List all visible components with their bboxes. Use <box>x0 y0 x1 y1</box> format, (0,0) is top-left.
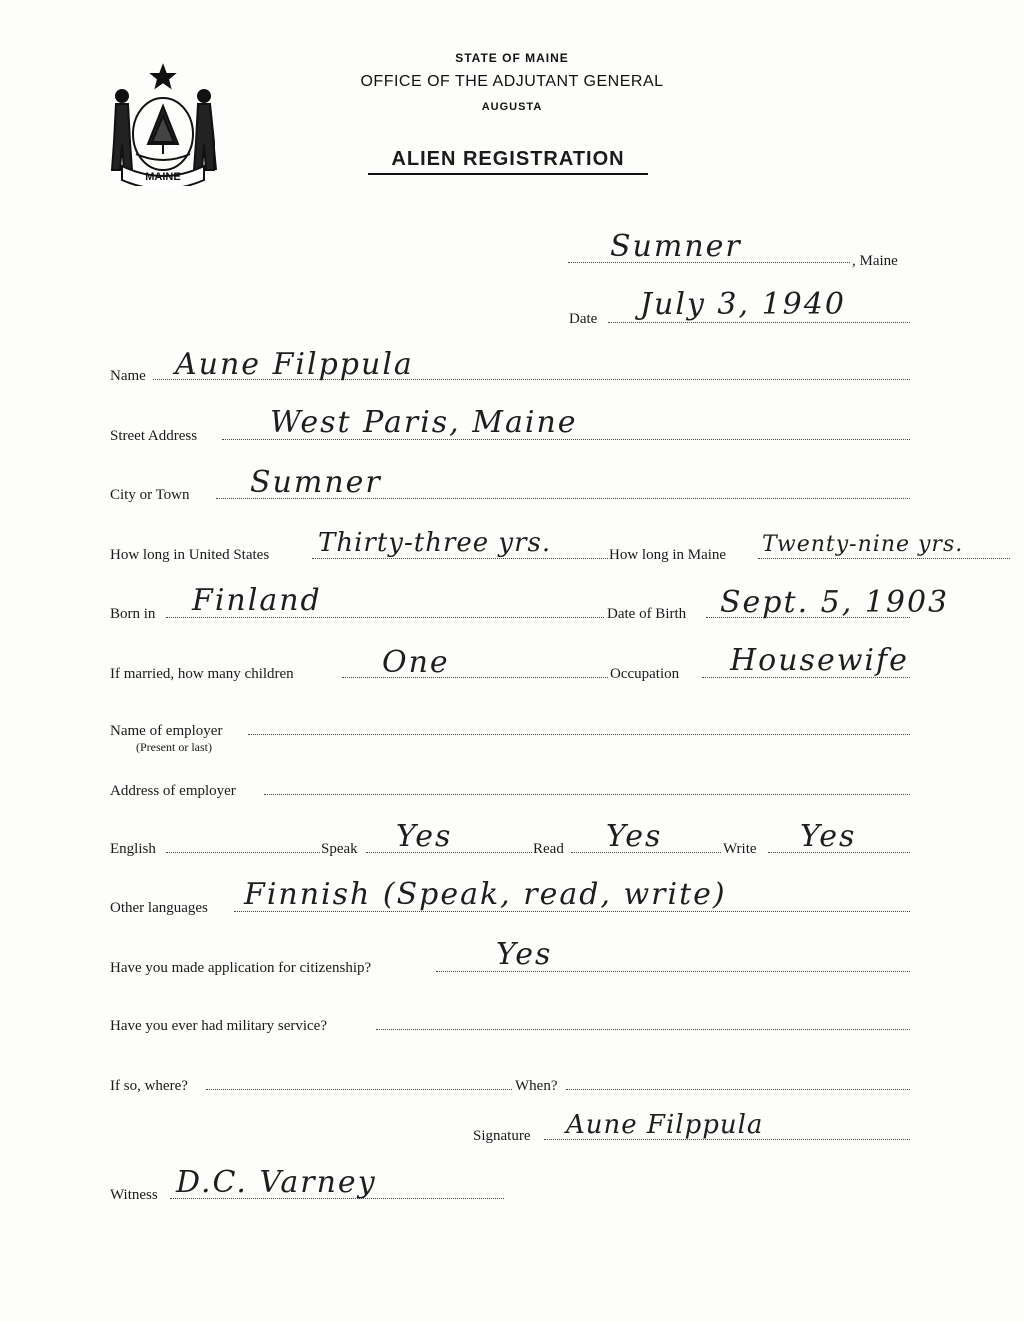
english-label: English <box>110 841 156 857</box>
citizenship-value[interactable]: Yes <box>496 937 553 972</box>
other-languages-label: Other languages <box>110 900 208 916</box>
speak-label: Speak <box>321 841 358 857</box>
where-label: If so, where? <box>110 1078 188 1094</box>
born-in-label: Born in <box>110 606 156 622</box>
employer-dots <box>248 734 910 735</box>
date-value[interactable]: July 3, 1940 <box>640 287 846 322</box>
header-state: STATE OF MAINE <box>455 51 569 65</box>
children-label: If married, how many children <box>110 666 294 682</box>
employer-sublabel: (Present or last) <box>136 740 212 754</box>
occupation-value[interactable]: Housewife <box>730 643 909 678</box>
name-label: Name <box>110 368 146 384</box>
employer-address-label: Address of employer <box>110 783 236 799</box>
witness-label: Witness <box>110 1187 158 1203</box>
employer-label: Name of employer <box>110 723 223 739</box>
street-value[interactable]: West Paris, Maine <box>270 405 578 440</box>
read-value[interactable]: Yes <box>606 819 663 854</box>
how-long-maine-label: How long in Maine <box>609 547 727 563</box>
header-office: OFFICE OF THE ADJUTANT GENERAL <box>360 73 664 90</box>
born-in-value[interactable]: Finland <box>192 583 322 618</box>
when-label: When? <box>515 1078 558 1094</box>
write-value[interactable]: Yes <box>800 819 857 854</box>
date-of-birth-label: Date of Birth <box>607 606 687 622</box>
name-value[interactable]: Aune Filppula <box>175 347 414 382</box>
how-long-maine-dots <box>758 558 1010 559</box>
write-label: Write <box>723 841 757 857</box>
city-value[interactable]: Sumner <box>250 465 382 500</box>
signature-label: Signature <box>473 1128 531 1144</box>
form-title: ALIEN REGISTRATION <box>368 148 648 175</box>
place-suffix: , Maine <box>852 253 898 269</box>
where-dots <box>206 1089 512 1090</box>
occupation-label: Occupation <box>610 666 680 682</box>
when-dots <box>566 1089 910 1090</box>
military-label: Have you ever had military service? <box>110 1018 327 1034</box>
read-label: Read <box>533 841 564 857</box>
witness-value[interactable]: D.C. Varney <box>176 1165 377 1200</box>
street-label: Street Address <box>110 428 198 444</box>
children-value[interactable]: One <box>382 645 450 680</box>
date-of-birth-value[interactable]: Sept. 5, 1903 <box>720 585 950 620</box>
signature-value[interactable]: Aune Filppula <box>566 1110 764 1140</box>
english-dots <box>166 852 320 853</box>
other-languages-value[interactable]: Finnish (Speak, read, write) <box>244 877 727 912</box>
header-city: AUGUSTA <box>481 101 543 113</box>
place-value[interactable]: Sumner <box>610 229 742 264</box>
employer-address-dots <box>264 794 910 795</box>
how-long-us-dots <box>312 558 608 559</box>
military-dots <box>376 1029 910 1030</box>
how-long-us-value[interactable]: Thirty-three yrs. <box>318 528 552 558</box>
speak-value[interactable]: Yes <box>396 819 453 854</box>
date-dots <box>608 322 910 323</box>
city-label: City or Town <box>110 487 190 503</box>
seal-text: MAINE <box>145 171 181 183</box>
how-long-us-label: How long in United States <box>110 547 270 563</box>
date-label: Date <box>569 311 598 327</box>
how-long-maine-value[interactable]: Twenty-nine yrs. <box>762 532 964 557</box>
citizenship-label: Have you made application for citizenship? <box>110 960 372 976</box>
